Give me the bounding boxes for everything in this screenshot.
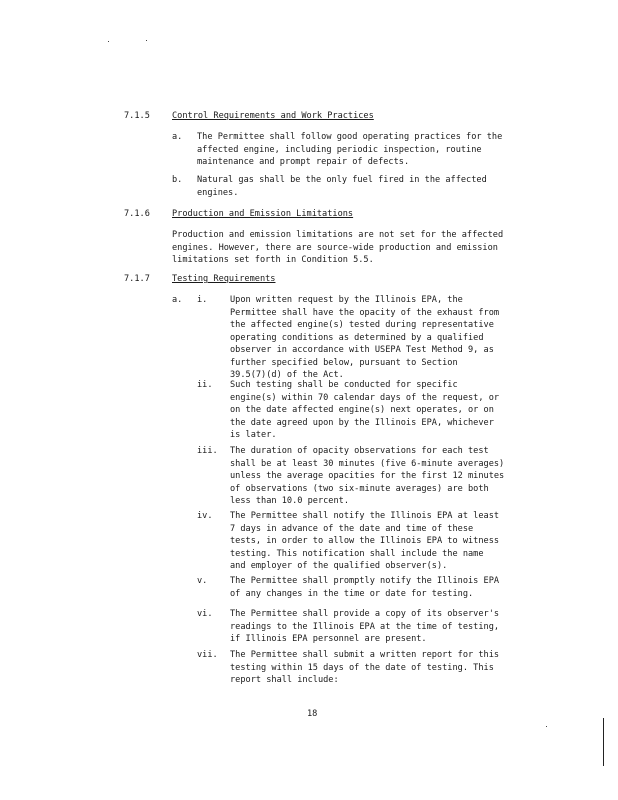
page-number: 18 [307,709,318,719]
paragraph: Production and emission limitations are not set for the affected engines. However, there are source-wide production and emission limitations set forth in Condition 5.5. [172,230,504,265]
item-text: Such testing shall be conducted for specific engine(s) within 70 calendar days of the request, or on the date affected engine(s) next operates, or on the date agreed upon by the Illinois EPA, whichever is later. [230,380,500,440]
item-label: iv. [197,511,213,521]
item-label: v. [197,576,208,586]
section-heading: Testing Requirements [172,274,276,284]
scan-edge-mark [603,718,604,766]
item-text: The Permittee shall promptly notify the Illinois EPA of any changes in the time or date for testing. [230,576,500,599]
scan-speck [546,726,547,727]
item-text: Natural gas shall be the only fuel fired in the affected engines. [197,175,487,198]
item-label: iii. [197,446,218,456]
scan-speck [108,41,109,42]
item-text: The Permittee shall submit a written report for this testing within 15 days of the date of testing. This report shall include: [230,650,500,685]
item-text: The Permittee shall provide a copy of its observer's readings to the Illinois EPA at the time of testing, if Illinois EPA personnel are present. [230,609,500,644]
item-text: The Permittee shall follow good operating practices for the affected engine, including periodic inspection, routine maintenance and prompt repair of defects. [197,132,503,167]
item-text: The Permittee shall notify the Illinois EPA at least 7 days in advance of the date and time of these tests, in order to allow the Illinois EPA to witness testing. This notification shall include the name and employer of the qualified observer(s). [230,511,500,571]
section-heading: Production and Emission Limitations [172,209,354,219]
item-text: The duration of opacity observations for each test shall be at least 30 minutes (five 6-minute averages) unless the average opacities for the first 12 minutes of observations (two six-minute averages) are both less than 10.0 percent. [230,446,505,506]
section-number: 7.1.6 [124,209,150,219]
item-text: Upon written request by the Illinois EPA, the Permittee shall have the opacity of the exhaust from the affected engine(s) tested during representative operating conditions as determined by a qualified observer in accordance with USEPA Test Method 9, as further specified below, pursuant to Section 39.5(7)(d) of the Act. [230,295,500,380]
item-label: vi. [197,609,213,619]
item-label: i. [197,295,208,305]
section-number: 7.1.5 [124,111,150,121]
item-label: b. [172,175,183,185]
outer-label: a. [172,295,183,305]
item-label: vii. [197,650,218,660]
item-label: ii. [197,380,213,390]
section-heading: Control Requirements and Work Practices [172,111,374,121]
scan-speck [146,40,147,41]
section-number: 7.1.7 [124,274,150,284]
item-label: a. [172,132,183,142]
